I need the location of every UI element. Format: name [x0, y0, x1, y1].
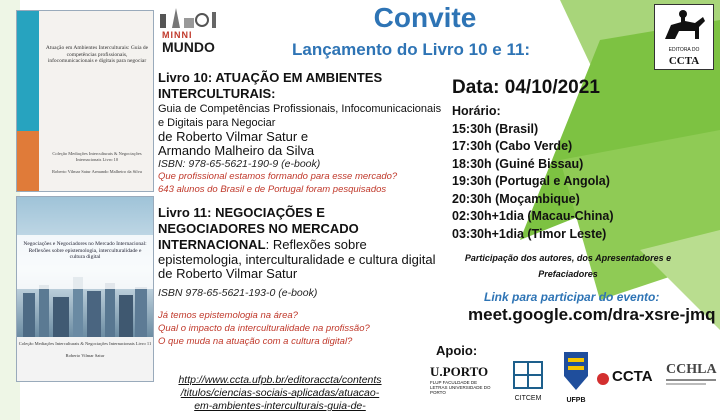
book11-cover: [16, 196, 154, 382]
book11-question-2: Qual o impacto da interculturalidade na profissão?: [158, 323, 370, 334]
time-portugal-angola: 19:30h (Portugal e Angola): [452, 174, 610, 188]
book11-info: [158, 205, 458, 348]
horse-rider-icon: [655, 5, 713, 47]
time-brasil: 15:30h (Brasil): [452, 121, 539, 136]
book11-desc-2: epistemologia, interculturalidade e cultura digital: [158, 252, 436, 267]
time-cabo-verde: 17:30h (Cabo Verde): [452, 139, 573, 153]
ccta-sponsor-logo: CCTA: [596, 368, 662, 392]
cchla-logo: CCHLA: [666, 362, 716, 394]
book10-question: Que profissional estamos formando para esse mercado?: [158, 171, 398, 182]
time-timor: 03:30h+1dia (Timor Leste): [452, 226, 607, 241]
schedule: [452, 103, 614, 243]
landmarks-icon: [156, 6, 224, 30]
book11-cover-author: Roberto Vilmar Satur: [65, 353, 105, 358]
book10-isbn: ISBN: 978-65-5621-190-9 (e-book): [158, 158, 321, 170]
book11-cover-footer: Coleção Mediações Interculturais & Negociações Internacionais Livro 11: [18, 341, 152, 346]
book11-heading-1: Livro 11: NEGOCIAÇÕES E: [158, 205, 325, 220]
ufpb-logo: UFPB: [562, 350, 590, 408]
book10-heading: Livro 10: ATUAÇÃO EM AMBIENTES INTERCULTURAIS:: [158, 70, 383, 101]
time-guine-bissau: 18:30h (Guiné Bissau): [452, 156, 584, 171]
ccta-circle-icon: [596, 372, 610, 386]
apoio-label: Apoio:: [436, 343, 478, 358]
page-title: Convite: [373, 2, 477, 33]
book10-description: Guia de Competências Profissionais, Infocomunicacionais e Digitais para Negociar: [158, 103, 442, 129]
book10-cover: [16, 10, 154, 192]
book-url-link[interactable]: http://www.ccta.ufpb.br/editoraccta/contents /titulos/ciencias-sociais-aplicadas/atuacao- em-ambientes-interculturais-guia-de-: [178, 374, 382, 412]
uporto-logo: U.PORTO FLUP FACULDADE DE LETRAS UNIVERSIDADE DO PORTO: [430, 364, 491, 395]
book11-desc-1: : Reflexões sobre: [265, 237, 367, 252]
book11-heading-2: NEGOCIADORES NO MERCADO: [158, 221, 359, 236]
book10-authors-2: Armando Malheiro da Silva: [158, 143, 315, 158]
link-label: Link para participar do evento:: [484, 290, 660, 304]
editora-ccta-logo: EDITORA DO CCTA: [654, 4, 714, 70]
book11-cover-title: Negociações e Negociadores no Mercado Internacional: Reflexões sobre epistemologia, interculturalidade e cultura digital: [23, 241, 147, 260]
horario-label: Horário:: [452, 104, 501, 118]
book11-isbn: ISBN 978-65-5621-193-0 (e-book): [158, 287, 318, 299]
book11-question-1: Já temos epistemologia na área?: [158, 310, 298, 321]
book10-cover-footer: Coleção Mediações Interculturais & Negociações Internacionais Livro 10: [52, 151, 142, 162]
citcem-logo: CITCEM: [512, 360, 544, 404]
page-subtitle: Lançamento do Livro 10 e 11:: [292, 40, 531, 59]
book10-survey-note: 643 alunos do Brasil e de Portugal foram pesquisados: [158, 184, 387, 195]
book11-author: de Roberto Vilmar Satur: [158, 266, 298, 281]
ufpb-shield-icon: [562, 350, 590, 392]
book11-question-3: O que muda na atuação com a cultura digital?: [158, 336, 353, 347]
book10-cover-title: Atuação em Ambientes Interculturais: Guia de competências profissionais, infocomunicacionais e digitais para negociar: [45, 45, 149, 64]
book11-heading-3: INTERNACIONAL: [158, 237, 266, 252]
book10-authors-1: de Roberto Vilmar Satur e: [158, 129, 309, 144]
minni-mundo-logo: MINNI MUNDO: [156, 6, 224, 60]
citcem-grid-icon: [512, 360, 544, 390]
book10-info: [158, 70, 448, 196]
participation-note: Participação dos autores, dos Apresentadores e Prefaciadores: [464, 253, 672, 279]
meet-link[interactable]: meet.google.com/dra-xsre-jmq: [468, 305, 716, 324]
book10-cover-authors: Roberto Vilmar Satur Armando Malheiro da Silva: [52, 169, 142, 174]
time-mocambique: 20:30h (Moçambique): [452, 191, 580, 206]
time-macau: 02:30h+1dia (Macau-China): [452, 209, 614, 223]
event-date: Data: 04/10/2021: [452, 77, 600, 98]
